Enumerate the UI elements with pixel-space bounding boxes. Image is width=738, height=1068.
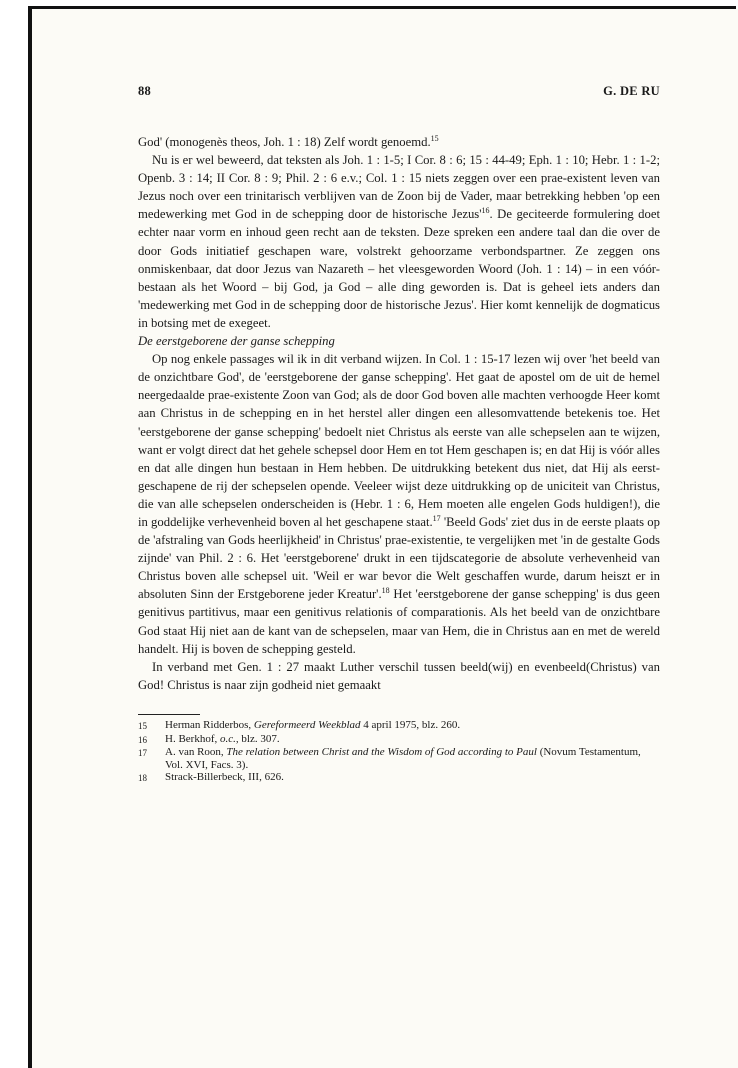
paragraph-2: Nu is er wel beweerd, dat teksten als Joh. 1 : 1-5; I Cor. 8 : 6; 15 : 44-49; Eph. 1 : 10; Hebr. 1 : 1-2; Openb. 3 : 14; II Cor. 8 : 9; Phil. 2 : 6 e.v.; Col. 1 : 15 niets zeggen over een prae-existent leven van Jezus noch over een trinitarisch verblijven van de Zoon bij de Vader, maar betrekking hebben 'op een medewerking met God in de schepping door de historische $Jezus'^{16}$. De geciteerde formulering doet echter naar vorm en inhoud geen recht aan de teksten. Deze spreken een andere taal dan die over de door Gods initiatief geschapen ware, volstrekt gehoorzame verbondspartner. Ze zeggen ons onmiskenbaar, dat door Jezus van Nazareth – het vleesgeworden Woord (Joh. 1 : 14) – in een vóór-bestaan als het Woord – bij God, ja God – alle ding geworden is. Dat is geheel iets anders dan 'medewerking met God in de schepping door de historische Jezus'. Hier komt kennelijk de dogmaticus in botsing met de exegeet.	[138, 153, 660, 330]
footnote-ref-16: 16	[481, 206, 490, 216]
book-page	[32, 9, 738, 1068]
footnote-16: 16 H. Berkhof, o.c., blz. 307.	[138, 732, 280, 745]
section-heading: De eerstgeborene der ganse schepping	[138, 334, 335, 349]
footnote-ref-17: 17	[432, 513, 441, 523]
page-number: 88	[138, 84, 152, 98]
footnote-18: 18 Strack-Billerbeck, III, 626.	[138, 771, 284, 784]
page-content	[138, 84, 660, 785]
body-text	[138, 133, 660, 694]
footnotes	[138, 719, 660, 785]
paragraph-4: In verband met Gen. 1 : 27 maakt Luther verschil tussen beeld(wij) en evenbeeld(Christus) van God! Christus is naar zijn godheid niet gemaakt	[138, 659, 660, 692]
footnote-ref-15: 15	[430, 133, 439, 143]
footnote-ref-18: 18	[381, 586, 390, 596]
footnote-divider	[138, 714, 200, 715]
paragraph-3: Op nog enkele passages wil ik in dit verband wijzen. In Col. 1 : 15-17 lezen wij over 'het beeld van de onzichtbare God', de 'eerstgeborene der ganse schepping'. Het gaat de apostel om de uit de hemel neergedaalde prae-existente Zoon van God; als de door God boven alle machten verhoogde Heer komt aan Christus in de schepping en in het herstel aller dingen een allesomvattende betekenis toe. Het 'eerstgeborene der ganse schepping' bedoelt niet Christus als eerste van alle schepselen aan te wijzen, want er volgt direct dat het gehele schepsel door Hem en tot Hem geschapen is; en dat Hij is vóór alles en dat alle dingen hun bestaan in Hem hebben. De uitdrukking betekent dus niet, dat Hij als eerst-geschapene de rij der schepselen opende. Veeleer wijst deze uitdrukking op de uniciteit van Christus, die van alle schepselen onderscheiden is (Hebr. 1 : 6, Hem moeten alle engelen Gods huldigen!), die in goddelijke verhevenheid boven al het geschapene staat.$^{17}$ 'Beeld Gods' ziet dus in de eerste plaats op de 'afstraling van Gods heerlijkheid' in Christus' prae-existentie, te vergelijken met 'in de gestalte Gods zijnde' van Phil. 2 : 6. Het 'eerstgeborene' drukt in een tijdscategorie de absolute verhevenheid van Christus boven alle schepsel uit. 'Weil er war bevor die Welt geschaffen wurde, darum heiszt er in absoluten Sinn der Erstgeborene jeder Kreatur'.$^{18}$ Het 'eerstgeborene der ganse schepping' is dus geen genitivus partitivus, maar een genitivus relationis of comparationis. Als het beeld van de onzichtbare God staat Hij niet aan de kant van de schepselen, maar van Hem, die in Christus aan en met de wereld handelt. Hij is boven de schepping gesteld.	[138, 352, 660, 656]
paragraph-1: God' (monogenès theos, Joh. 1 : 18) Zelf wordt genoemd.$^{15}$	[138, 133, 439, 149]
running-header	[138, 84, 660, 99]
running-title: G. DE RU	[603, 84, 660, 98]
footnote-15: 15 Herman Ridderbos, Gereformeerd Weekblad 4 april 1975, blz. 260.	[138, 718, 461, 731]
footnote-17: 17 A. van Roon, The relation between Christ and the Wisdom of God according to Paul (Novum Testamentum, Vol. XVI, Facs. 3).	[138, 746, 641, 771]
